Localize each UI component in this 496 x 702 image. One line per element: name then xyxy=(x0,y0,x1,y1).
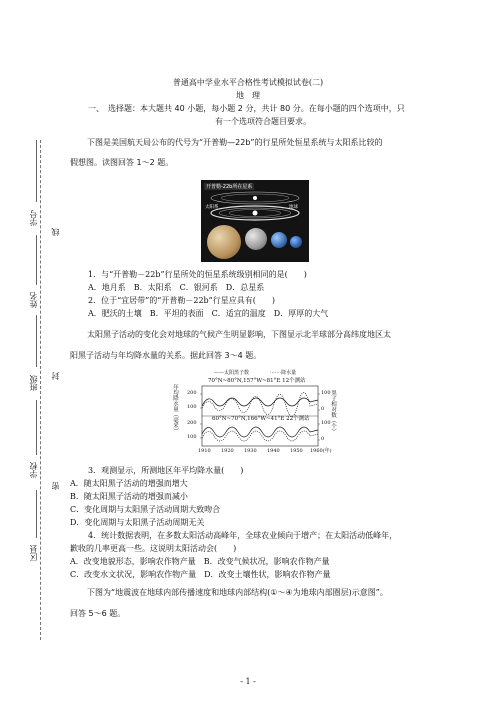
earth-planet xyxy=(290,236,302,248)
large-planet xyxy=(207,225,241,259)
sunspot-precipitation-chart xyxy=(170,368,350,460)
legend-sunspot: ——太阳黑子数 xyxy=(214,370,250,376)
x-tick-1930: 1930 xyxy=(244,448,257,454)
county-label: 区县 xyxy=(29,545,38,561)
left-tick-4: 100 xyxy=(187,434,197,440)
section1-line1: 一、 选择题：本大题共 40 小题，每小题 2 分，共计 80 分。在每小题的四个选项中，只 xyxy=(88,104,405,113)
x-tick-1940: 1940 xyxy=(267,448,280,454)
question-2-options: A．肥沃的土壤 B．平坦的表面 C．适宜的温度 D．厚厚的大气 xyxy=(88,309,329,318)
x-tick-1920: 1920 xyxy=(221,448,234,454)
left-axis-label: 年均降水量（毫米） xyxy=(172,384,179,434)
name-blank xyxy=(36,235,37,285)
region2-label: 60°N~70°N,166°W~41°E 22个测站 xyxy=(212,416,310,422)
x-tick-1950: 1950 xyxy=(290,448,303,454)
star-system-figure xyxy=(201,180,309,262)
right-tick-3: 100 xyxy=(321,420,331,426)
q4-options-ab: A．改变地貌形态，影响农作物产量 B．改变气候状况，影响农作物产量 xyxy=(70,557,330,566)
intro1-line2: 假想图。读图回答 1～2 题。 xyxy=(70,158,174,167)
figure1-caption: 开普勒-22b所在星系 xyxy=(206,184,253,190)
question-1-options: A．地月系 B．太阳系 C．银河系 D．总星系 xyxy=(88,283,265,292)
left-tick-2: 100 xyxy=(187,404,197,410)
left-tick-1: 200 xyxy=(187,390,197,396)
region1-label: 70°N~80°N,157°W~81°E 12个测站 xyxy=(208,378,306,384)
school-label: 学校 xyxy=(29,462,38,478)
class-blank xyxy=(36,315,37,367)
school-blank xyxy=(36,400,37,455)
question-2: 2．位于“宜居带”的“开普勒－22b”行星应具有( ) xyxy=(88,296,275,305)
solar-system-label: 太阳系 xyxy=(205,205,219,210)
legend-rain: ·······降水量 xyxy=(270,370,297,376)
intro2-line2: 阳黑子活动与年均降水量的关系。据此回答 3～4 题。 xyxy=(70,351,262,360)
intro3-line2: 回答 5～6 题。 xyxy=(70,609,126,618)
q3-option-a: A．随太阳黑子活动的增强而增大 xyxy=(70,479,188,488)
intro1-line1: 下图是美国航天局公布的代号为“开普勒—22b”的行星所处恒星系统与太阳系比较的 xyxy=(87,138,383,147)
q4-options-cd: C．改变水文状况，影响农作物产量 D．改变土壤性状，影响农作物产量 xyxy=(70,570,331,579)
intro2-line1: 太阳黑子活动的变化会对地球的气候产生明显影响，下图显示北半球部分高纬度地区太 xyxy=(87,330,391,339)
gray-planet xyxy=(245,228,267,250)
question-4-line2: 歉收的几率更高一些。这说明太阳活动会( ) xyxy=(70,544,237,553)
section1-line2: 有一个选项符合题目要求。 xyxy=(215,117,311,126)
class-label: 班级 xyxy=(29,375,38,391)
x-tick-1960: 1960(年) xyxy=(310,448,332,454)
q3-option-c: C．变化周期与太阳黑子活动周期大致吻合 xyxy=(70,505,221,514)
seal-mi-char: 密 xyxy=(51,482,60,490)
seal-line-char: 线 xyxy=(51,228,60,236)
subject-title: 地 理 xyxy=(236,91,260,100)
intro3-line1: 下图为“地震波在地球内部传播速度和地球内部结构(①～④为地球内部圈层)示意图”。 xyxy=(87,588,388,597)
blue-planet xyxy=(271,232,287,248)
question-1: 1．与“开普勒－22b”行星所处的恒星系统级别相同的是( ) xyxy=(88,270,307,279)
binding-line xyxy=(40,140,41,640)
left-tick-3: 200 xyxy=(187,420,197,426)
x-tick-1910: 1910 xyxy=(198,448,211,454)
q3-option-b: B．随太阳黑子活动的增强而减小 xyxy=(70,492,188,501)
earth-label: 地球 xyxy=(289,205,298,210)
student-id-label: 学号 xyxy=(29,210,38,226)
question-4-line1: 4．统计数据表明，在多数太阳活动高峰年，全球农业倾向于增产；在太阳活动低峰年， xyxy=(88,531,398,540)
student-id-blank xyxy=(36,140,37,202)
exam-title: 普通高中学业水平合格性考试模拟试卷(二) xyxy=(172,78,324,87)
q3-option-d: D．变化周期与太阳黑子活动周期无关 xyxy=(70,518,205,527)
seal-feng-char: 封 xyxy=(51,372,60,380)
right-tick-2: 0 xyxy=(321,406,325,412)
question-3: 3．观测显示，所测地区年平均降水量( ) xyxy=(88,466,244,475)
right-tick-1: 100 xyxy=(321,390,331,396)
page-number: - 1 - xyxy=(240,677,256,686)
name-label: 姓名 xyxy=(29,292,38,308)
county-blank xyxy=(36,490,37,538)
right-tick-4: 0 xyxy=(321,436,325,442)
right-axis-label: 黑子相对数（个） xyxy=(330,390,337,434)
